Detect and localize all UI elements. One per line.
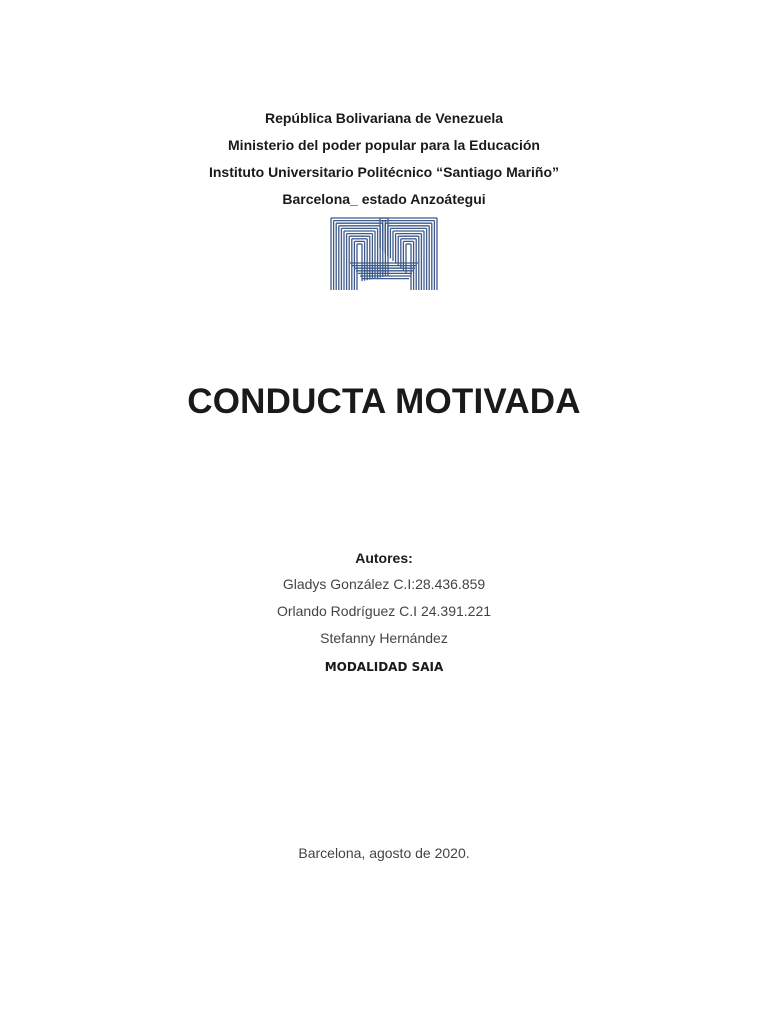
institute-logo-graphic [330, 217, 438, 290]
header-ministry: Ministerio del poder popular para la Educación [228, 137, 540, 153]
author-name: Gladys González C.I:28.436.859 [282, 576, 486, 592]
authors-label: Autores: [355, 550, 413, 566]
author-name: Orlando Rodríguez C.I 24.391.221 [276, 603, 492, 619]
header-location: Barcelona_ estado Anzoátegui [282, 191, 486, 207]
document-title: CONDUCTA MOTIVADA [187, 382, 581, 421]
header-country: República Bolivariana de Venezuela [264, 110, 504, 126]
header-institute: Instituto Universitario Politécnico “Santiago Mariño” [208, 164, 560, 180]
institute-logo-icon [330, 217, 438, 290]
modality-label: MODALIDAD SAIA [324, 660, 444, 674]
date-line: Barcelona, agosto de 2020. [298, 845, 470, 861]
author-name: Stefanny Hernández [320, 630, 448, 646]
